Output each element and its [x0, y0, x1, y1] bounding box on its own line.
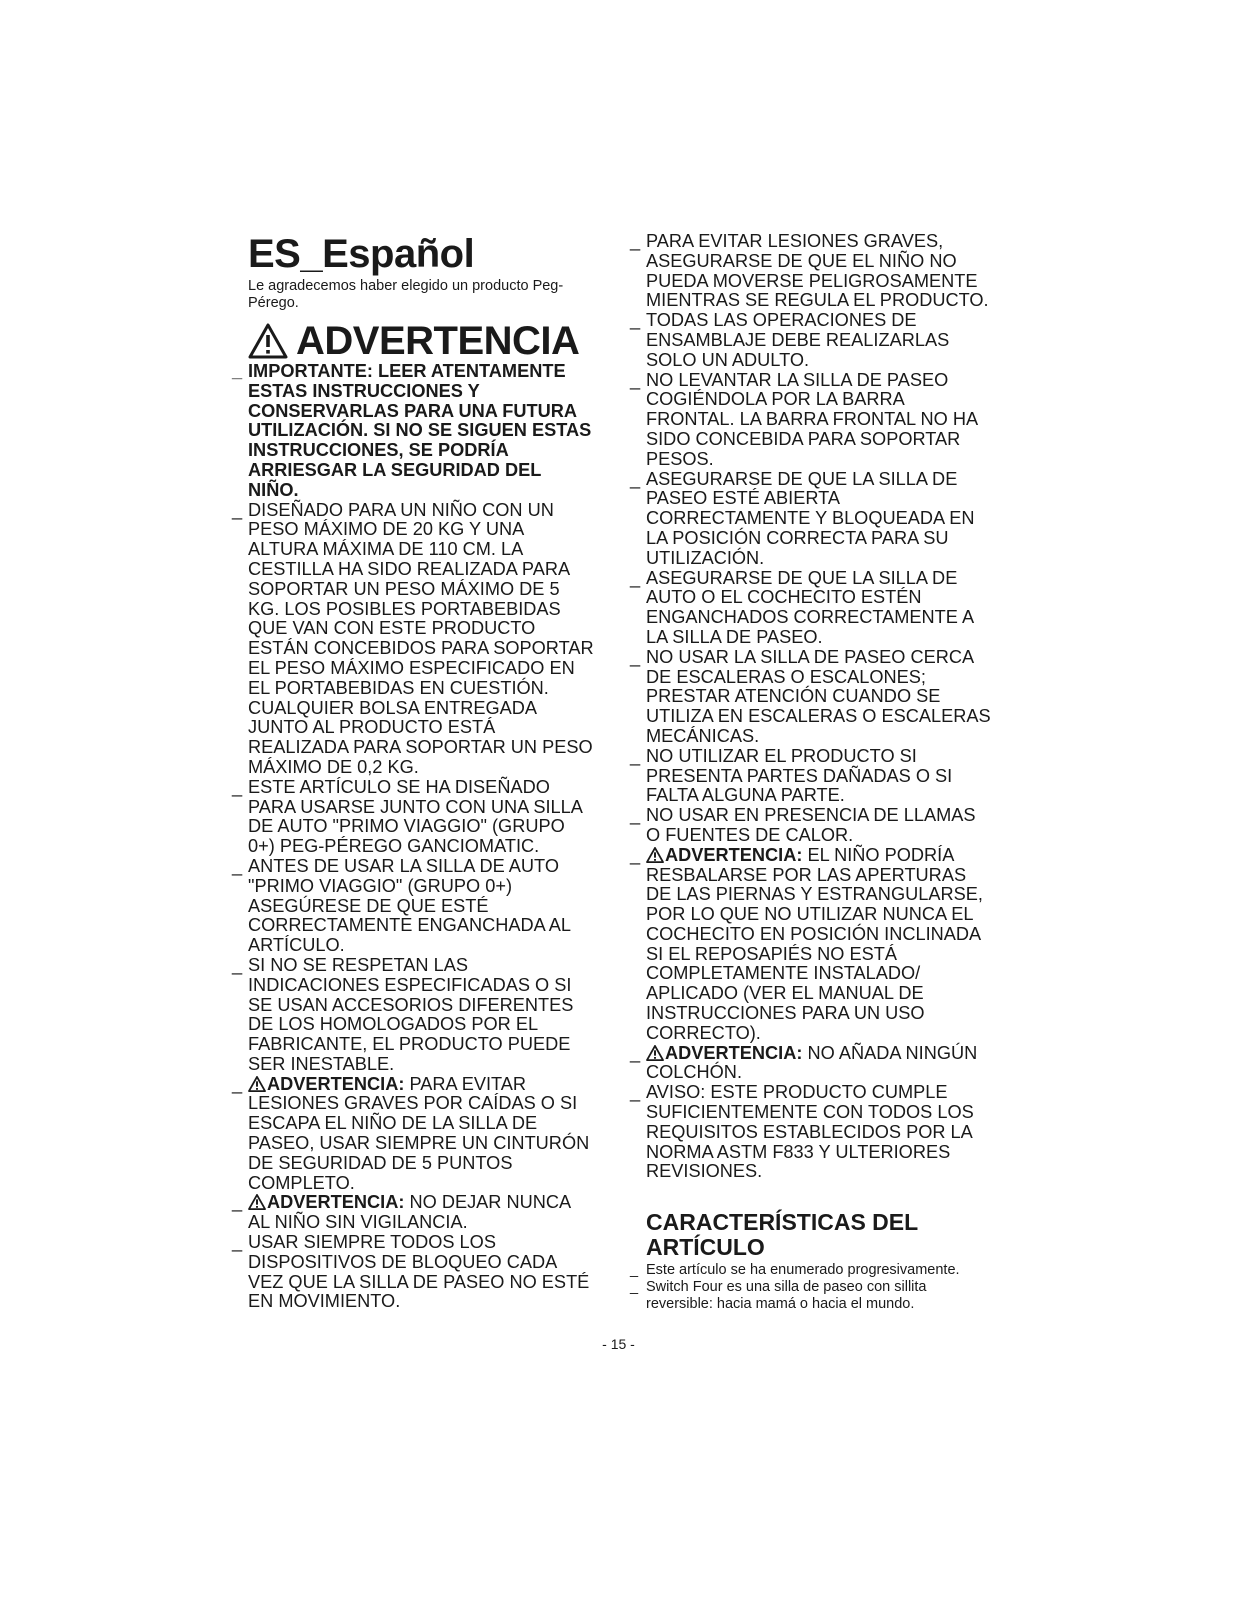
bullet-dash: _ [630, 1262, 639, 1279]
item-text: NO DEJAR NUNCA AL NIÑO SIN VIGILANCIA. [248, 1192, 571, 1233]
item-text: Este artículo se ha enumerado progresivamente. [646, 1262, 960, 1279]
item-text: ASEGURARSE DE QUE LA SILLA DE PASEO ESTÉ ABIERTA CORRECTAMENTE Y BLOQUEADA EN LA POSICIÓN CORRECTA PARA SU UTILIZACIÓN. [646, 468, 975, 568]
left-column [232, 232, 594, 1312]
warning-label-text: ADVERTENCIA: [267, 1073, 405, 1094]
item-text: Switch Four es una silla de paseo con sillita reversible: hacia mamá o hacia el mundo. [646, 1279, 927, 1313]
bullet-dash: _ [232, 361, 243, 381]
inline-warning-label [646, 845, 802, 865]
item-text: PARA EVITAR LESIONES GRAVES, ASEGURARSE DE QUE EL NIÑO NO PUEDA MOVERSE PELIGROSAMENTE MIENTRAS SE REGULA EL PRODUCTO. [646, 231, 989, 311]
list-item [232, 1232, 594, 1312]
item-text: AVISO: ESTE PRODUCTO CUMPLE SUFICIENTEMENTE CON TODOS LOS REQUISITOS ESTABLECIDOS POR LA NORMA ASTM F833 Y ULTERIORES REVISIONES. [646, 1082, 974, 1182]
features-heading: CARACTERÍSTICAS DEL ARTÍCULO [646, 1209, 918, 1261]
list-item [630, 231, 992, 311]
bullet-dash: _ [232, 855, 243, 876]
warning-triangle-icon [248, 323, 288, 359]
list-item [630, 1262, 992, 1279]
item-text: ESTE ARTÍCULO SE HA DISEÑADO PARA USARSE JUNTO CON UNA SILLA DE AUTO "PRIMO VIAGGIO" (GRUPO 0+) PEG-PÉREGO GANCIOMATIC. [248, 776, 582, 857]
item-text: ASEGURARSE DE QUE LA SILLA DE AUTO O EL COCHECITO ESTÉN ENGANCHADOS CORRECTAMENTE A LA SILLA DE PASEO. [646, 567, 974, 647]
warning-label-text: ADVERTENCIA: [267, 1192, 405, 1213]
warning-heading [248, 320, 594, 362]
list-item [630, 310, 992, 370]
list-item [232, 499, 594, 778]
list-item [232, 954, 594, 1075]
item-text: NO AÑADA NINGÚN COLCHÓN. [646, 1042, 978, 1083]
bullet-dash: _ [630, 567, 641, 588]
bullet-dash: _ [232, 1232, 243, 1253]
warning-label-text: ADVERTENCIA: [665, 844, 803, 865]
item-text: TODAS LAS OPERACIONES DE ENSAMBLAJE DEBE REALIZARLAS SOLO UN ADULTO. [646, 310, 950, 370]
bullet-dash: _ [630, 369, 641, 390]
inline-warning-label [248, 1192, 404, 1212]
bullet-dash: _ [232, 499, 243, 520]
item-text: SI NO SE RESPETAN LAS INDICACIONES ESPECIFICADAS O SI SE USAN ACCESORIOS DIFERENTES DE LOS HOMOLOGADOS POR EL FABRICANTE, EL PRODUCTO PUEDE SER INESTABLE. [248, 954, 574, 1074]
right-warning-list [630, 231, 992, 1182]
list-item [630, 1082, 992, 1182]
item-text: IMPORTANTE: LEER ATENTAMENTE ESTAS INSTRUCCIONES Y CONSERVARLAS PARA UNA FUTURA UTILIZACIÓN. SI NO SE SIGUEN ESTAS INSTRUCCIONES, SE PODRÍA ARRIESGAR LA SEGURIDAD DEL NIÑO. [248, 361, 592, 500]
list-item [630, 646, 992, 747]
bullet-dash: _ [630, 231, 641, 251]
page-number: - 15 - [602, 1336, 635, 1352]
list-item [630, 468, 992, 569]
list-item [630, 369, 992, 470]
bullet-dash: _ [232, 1073, 243, 1094]
bullet-dash: _ [630, 1042, 641, 1063]
bullet-dash: _ [232, 1192, 243, 1213]
bullet-dash: _ [630, 844, 641, 865]
list-item [232, 1192, 594, 1233]
page-title: ES_Español [248, 232, 475, 276]
warning-triangle-icon [248, 1194, 266, 1210]
inline-warning-label [248, 1074, 404, 1094]
warning-heading-label: ADVERTENCIA [296, 319, 580, 363]
item-text: NO USAR LA SILLA DE PASEO CERCA DE ESCALERAS O ESCALONES; PRESTAR ATENCIÓN CUANDO SE UTILIZA EN ESCALERAS O ESCALERAS MECÁNICAS. [646, 646, 991, 746]
item-text: NO UTILIZAR EL PRODUCTO SI PRESENTA PARTES DAÑADAS O SI FALTA ALGUNA PARTE. [646, 745, 953, 806]
item-text: PARA EVITAR LESIONES GRAVES POR CAÍDAS O SI ESCAPA EL NIÑO DE LA SILLA DE PASEO, USAR SIEMPRE UN CINTURÓN DE SEGURIDAD DE 5 PUNTOS COMPLETO. [248, 1073, 590, 1193]
warning-triangle-icon [248, 1076, 266, 1092]
item-text: EL NIÑO PODRÍA RESBALARSE POR LAS APERTURAS DE LAS PIERNAS Y ESTRANGULARSE, POR LO QUE NO UTILIZAR NUNCA EL COCHECITO EN POSICIÓN INCLINADA SI EL REPOSAPIÉS NO ESTÁ COMPLETAMENTE INSTALADO/ APLICADO (VER EL MANUAL DE INSTRUCCIONES PARA UN USO CORRECTO). [646, 844, 983, 1043]
list-item [232, 361, 594, 501]
list-item [232, 776, 594, 857]
bullet-dash: _ [630, 310, 641, 331]
item-text: DISEÑADO PARA UN NIÑO CON UN PESO MÁXIMO DE 20 KG Y UNA ALTURA MÁXIMA DE 110 CM. LA CESTILLA HA SIDO REALIZADA PARA SOPORTAR UN PESO MÁXIMO DE 5 KG. LOS POSIBLES PORTABEBIDAS QUE VAN CON ESTE PRODUCTO ESTÁN CONCEBIDOS PARA SOPORTAR EL PESO MÁXIMO ESPECIFICADO EN EL PORTABEBIDAS EN CUESTIÓN. CUALQUIER BOLSA ENTREGADA JUNTO AL PRODUCTO ESTÁ REALIZADA PARA SOPORTAR UN PESO MÁXIMO DE 0,2 KG. [248, 499, 594, 777]
bullet-dash: _ [630, 646, 641, 667]
bullet-dash: _ [630, 468, 641, 489]
bullet-dash: _ [232, 776, 243, 797]
list-item [630, 844, 992, 1044]
warning-label-text: ADVERTENCIA: [665, 1042, 803, 1063]
bullet-dash: _ [630, 745, 641, 766]
list-item [630, 1042, 992, 1084]
inline-warning-label [646, 1043, 802, 1063]
bullet-dash: _ [232, 954, 243, 975]
list-item [232, 1073, 594, 1194]
list-item [630, 805, 992, 846]
left-warning-list [232, 361, 594, 1312]
list-item [630, 567, 992, 648]
warning-triangle-icon [646, 1045, 664, 1061]
features-list [630, 1262, 992, 1313]
warning-triangle-icon [646, 847, 664, 863]
intro-text: Le agradecemos haber elegido un producto Peg-Pérego. [248, 278, 564, 311]
right-column [630, 231, 992, 1313]
list-item [630, 1279, 992, 1313]
item-text: USAR SIEMPRE TODOS LOS DISPOSITIVOS DE BLOQUEO CADA VEZ QUE LA SILLA DE PASEO NO ESTÉ EN MOVIMIENTO. [248, 1232, 590, 1312]
list-item [232, 855, 594, 956]
bullet-dash: _ [630, 1279, 639, 1296]
list-item [630, 745, 992, 806]
item-text: NO USAR EN PRESENCIA DE LLAMAS O FUENTES DE CALOR. [646, 805, 976, 845]
bullet-dash: _ [630, 805, 641, 826]
item-text: ANTES DE USAR LA SILLA DE AUTO "PRIMO VIAGGIO" (GRUPO 0+) ASEGÚRESE DE QUE ESTÉ CORRECTAMENTE ENGANCHADA AL ARTÍCULO. [248, 855, 571, 956]
bullet-dash: _ [630, 1082, 641, 1103]
item-text: NO LEVANTAR LA SILLA DE PASEO COGIÉNDOLA POR LA BARRA FRONTAL. LA BARRA FRONTAL NO HA SIDO CONCEBIDA PARA SOPORTAR PESOS. [646, 369, 978, 469]
